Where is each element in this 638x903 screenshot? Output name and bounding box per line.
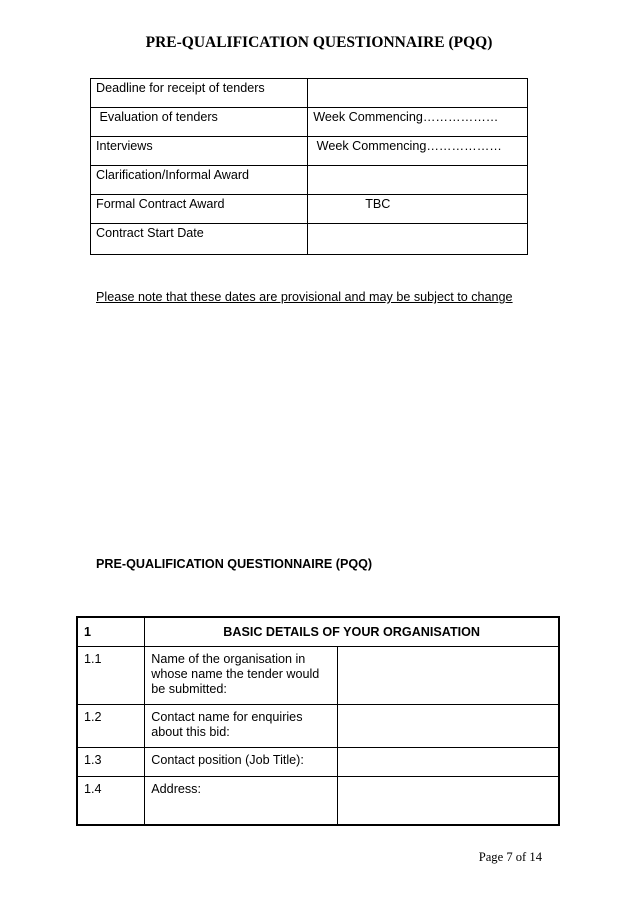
- page-number: Page 7 of 14: [478, 850, 542, 864]
- question-text: Contact name for enquiries about this bid:: [145, 704, 337, 747]
- timeline-value[interactable]: Week Commencing………………: [308, 108, 528, 137]
- table-row: [91, 166, 528, 195]
- table-row: [91, 108, 528, 137]
- timeline-label: Formal Contract Award: [91, 195, 308, 224]
- answer-field[interactable]: [337, 776, 559, 825]
- question-number: 1.1: [77, 646, 145, 704]
- table-row: [91, 224, 528, 255]
- question-number: 1.4: [77, 776, 145, 825]
- timeline-value[interactable]: [308, 166, 528, 195]
- question-number: 1.3: [77, 747, 145, 776]
- question-text: Contact position (Job Title):: [145, 747, 337, 776]
- basic-details-table: [76, 616, 560, 826]
- table-row: [77, 704, 559, 747]
- question-text: Address:: [145, 776, 337, 825]
- table-row: [77, 747, 559, 776]
- timeline-label: Contract Start Date: [91, 224, 308, 255]
- table-row: [91, 137, 528, 166]
- timeline-label: Interviews: [91, 137, 308, 166]
- timeline-value[interactable]: [308, 224, 528, 255]
- question-number: 1.2: [77, 704, 145, 747]
- table-row: [91, 195, 528, 224]
- table-header-row: [77, 617, 559, 646]
- section-title: BASIC DETAILS OF YOUR ORGANISATION: [145, 617, 559, 646]
- section-heading: PRE-QUALIFICATION QUESTIONNAIRE (PQQ): [96, 557, 373, 571]
- answer-field[interactable]: [337, 704, 559, 747]
- timeline-label: Deadline for receipt of tenders: [91, 79, 308, 108]
- section-number: 1: [77, 617, 145, 646]
- table-row: [77, 776, 559, 825]
- timeline-label: Clarification/Informal Award: [91, 166, 308, 195]
- provisional-dates-note: Please note that these dates are provisional and may be subject to change: [96, 290, 513, 304]
- timeline-label: Evaluation of tenders: [91, 108, 308, 137]
- timeline-value[interactable]: Week Commencing………………: [308, 137, 528, 166]
- timeline-value[interactable]: TBC: [308, 195, 528, 224]
- question-text: Name of the organisation in whose name the tender would be submitted:: [145, 646, 337, 704]
- page-title: PRE-QUALIFICATION QUESTIONNAIRE (PQQ): [145, 34, 493, 51]
- timeline-value[interactable]: [308, 79, 528, 108]
- table-row: [91, 79, 528, 108]
- answer-field[interactable]: [337, 747, 559, 776]
- tender-timeline-table: [90, 78, 528, 255]
- table-row: [77, 646, 559, 704]
- answer-field[interactable]: [337, 646, 559, 704]
